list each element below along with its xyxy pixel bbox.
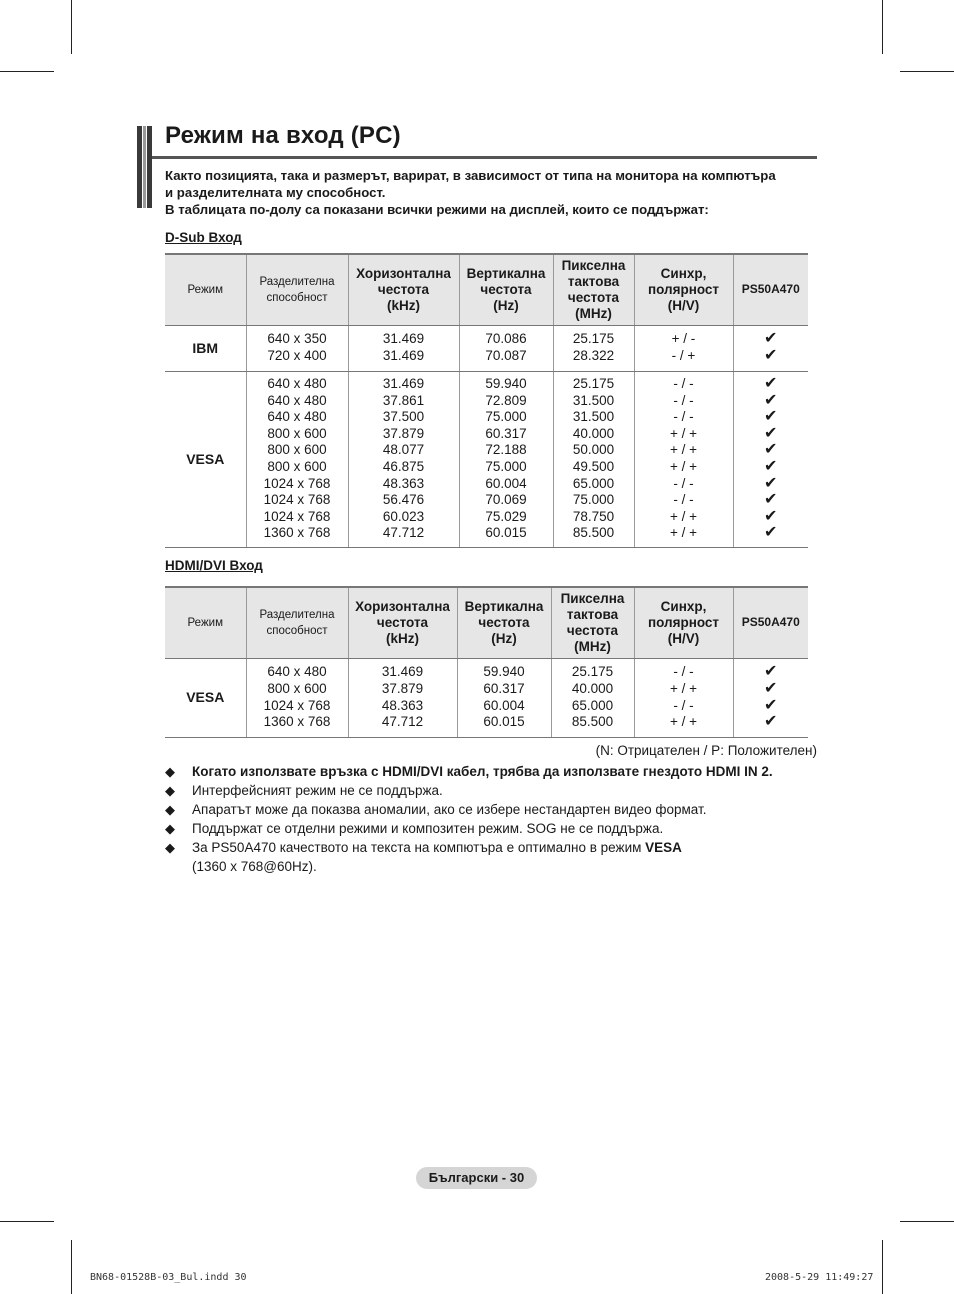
note-text: Когато използвате връзка с HDMI/DVI кабел, трябва да използвате гнездото HDMI IN 2. (192, 764, 773, 779)
hdmi-section-label: HDMI/DVI Вход (165, 558, 263, 573)
crop-mark (882, 1240, 883, 1294)
check-icon: ✔ ✔ (733, 325, 808, 371)
notes-list (165, 762, 825, 876)
mode-cell: VESA (165, 658, 246, 737)
note-text: Интерфейсният режим не се поддържа. (192, 783, 443, 798)
crop-mark (900, 1221, 954, 1222)
intro-line: и разделителната му способност. (165, 185, 386, 200)
note-text: Поддържат се отделни режими и композитен режим. SOG не се поддържа. (192, 821, 664, 836)
header-model: PS50A470 (733, 587, 808, 658)
pixel-clock-cell: 25.175 28.322 (553, 325, 634, 371)
check-icon: ✔ ✔ ✔ ✔ ✔ ✔ ✔ ✔ ✔ ✔ (733, 371, 808, 547)
intro-line: В таблицата по-долу са показани всички режими на дисплей, които се поддържат: (165, 202, 709, 217)
crop-mark (71, 1240, 72, 1294)
crop-mark (0, 71, 54, 72)
diamond-bullet-icon: ◆ (165, 764, 175, 779)
table-row (165, 658, 808, 737)
list-item (165, 819, 825, 838)
crop-mark (900, 71, 954, 72)
vertical-cell: 59.940 60.317 60.004 60.015 (457, 658, 551, 737)
horizontal-cell: 31.469 31.469 (348, 325, 459, 371)
list-item (165, 781, 825, 800)
crop-mark (0, 1221, 54, 1222)
page-number-badge: Български - 30 (416, 1167, 537, 1189)
resolution-cell: 640 x 480 800 x 600 1024 x 768 1360 x 768 (246, 658, 348, 737)
crop-mark (71, 0, 72, 54)
check-icon: ✔ ✔ ✔ ✔ (733, 658, 808, 737)
header-mode: Режим (165, 587, 246, 658)
resolution-cell: 640 x 350 720 x 400 (246, 325, 348, 371)
header-model: PS50A470 (733, 254, 808, 325)
pixel-clock-cell: 25.175 31.500 31.500 40.000 50.000 49.500 65.000 75.000 78.750 85.500 (553, 371, 634, 547)
header-vertical: Вертикална честота (Hz) (457, 587, 551, 658)
vertical-cell: 70.086 70.087 (459, 325, 553, 371)
horizontal-cell: 31.469 37.879 48.363 47.712 (348, 658, 457, 737)
table-header-row (165, 254, 808, 325)
intro-text (165, 167, 825, 218)
mode-cell: IBM (165, 325, 246, 371)
page-title: Режим на вход (PC) (165, 122, 401, 149)
heading-accent-bar (137, 126, 142, 208)
heading-accent-bar (143, 126, 146, 208)
dsub-section-label: D-Sub Вход (165, 230, 242, 245)
resolution-cell: 640 x 480 640 x 480 640 x 480 800 x 600 800 x 600 800 x 600 1024 x 768 1024 x 768 1024 x 768 1360 x 768 (246, 371, 348, 547)
note-text: (1360 x 768@60Hz). (192, 859, 317, 874)
sync-cell: - / - - / - - / - + / + + / + + / + - / - - / - + / + + / + (634, 371, 733, 547)
table-row (165, 325, 808, 371)
heading-accent-bar (147, 126, 152, 208)
crop-mark (882, 0, 883, 54)
header-pixel-clock: Пикселна тактова честота (MHz) (551, 587, 634, 658)
note-emphasis: VESA (645, 840, 682, 855)
sync-cell: - / - + / + - / - + / + (634, 658, 733, 737)
header-mode: Режим (165, 254, 246, 325)
header-sync: Синхр, полярност (H/V) (634, 254, 733, 325)
pixel-clock-cell: 25.175 40.000 65.000 85.500 (551, 658, 634, 737)
header-resolution: Разделителна способност (246, 254, 348, 325)
diamond-bullet-icon: ◆ (165, 840, 175, 855)
mode-cell: VESA (165, 371, 246, 547)
header-resolution: Разделителна способност (246, 587, 348, 658)
dsub-modes-table (165, 253, 808, 548)
print-slug-file: BN68-01528B-03_Bul.indd 30 (90, 1272, 247, 1283)
hdmi-modes-table (165, 586, 808, 738)
header-vertical: Вертикална честота (Hz) (459, 254, 553, 325)
diamond-bullet-icon: ◆ (165, 802, 175, 817)
note-text: Апаратът може да показва аномалии, ако се избере нестандартен видео формат. (192, 802, 707, 817)
vertical-cell: 59.940 72.809 75.000 60.317 72.188 75.000 60.004 70.069 75.029 60.015 (459, 371, 553, 547)
table-row (165, 371, 808, 547)
header-horizontal: Хоризонтална честота (kHz) (348, 587, 457, 658)
list-item (165, 800, 825, 819)
intro-line: Както позицията, така и размерът, варират, в зависимост от типа на монитора на компютъра (165, 168, 776, 183)
header-sync: Синхр, полярност (H/V) (634, 587, 733, 658)
sync-cell: + / - - / + (634, 325, 733, 371)
list-item (165, 762, 825, 781)
header-horizontal: Хоризонтална честота (kHz) (348, 254, 459, 325)
print-slug-date: 2008-5-29 11:49:27 (765, 1272, 874, 1283)
header-pixel-clock: Пикселна тактова честота (MHz) (553, 254, 634, 325)
polarity-legend: (N: Отрицателен / P: Положителен) (595, 743, 817, 758)
horizontal-cell: 31.469 37.861 37.500 37.879 48.077 46.875 48.363 56.476 60.023 47.712 (348, 371, 459, 547)
diamond-bullet-icon: ◆ (165, 821, 175, 836)
table-header-row (165, 587, 808, 658)
title-rule (152, 156, 817, 159)
note-text: За PS50A470 качеството на текста на компютъра е оптимално в режим (192, 840, 646, 855)
list-item (165, 838, 825, 876)
diamond-bullet-icon: ◆ (165, 783, 175, 798)
